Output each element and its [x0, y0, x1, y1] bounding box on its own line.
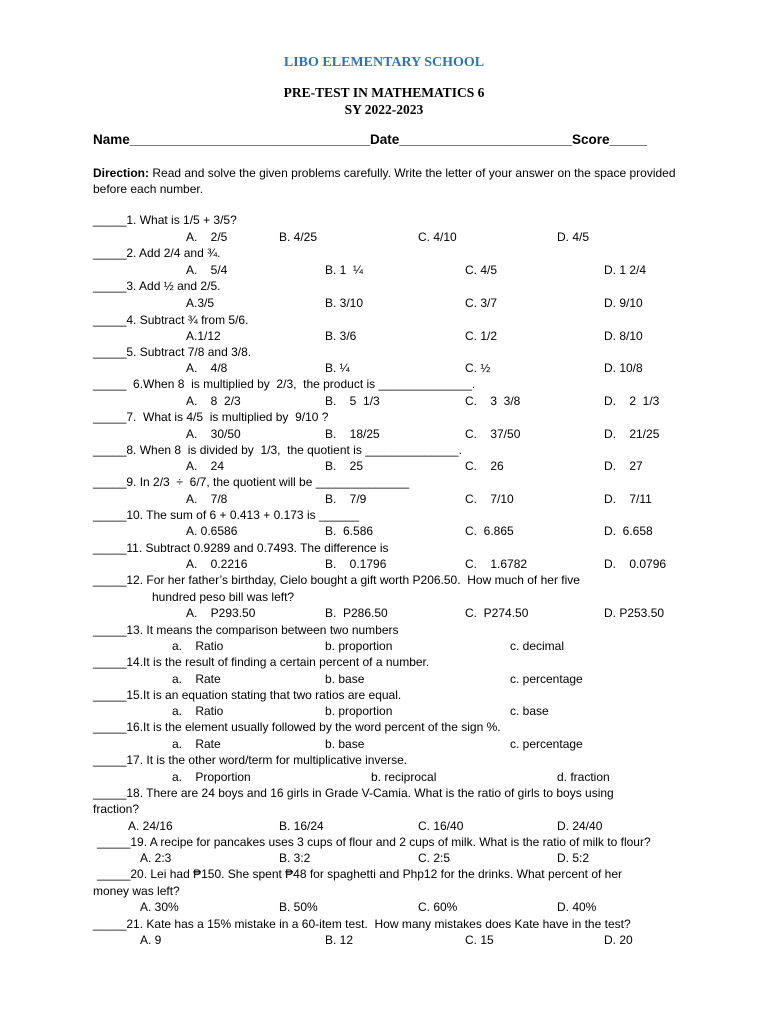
question-9-choice-2: B. 7/9 [325, 492, 367, 506]
question-19: _____19. A recipe for pancakes uses 3 cups of flour and 2 cups of milk. What is the ratio of milk to flour? [97, 835, 651, 849]
question-12-choice-4: D. P253.50 [604, 606, 665, 620]
question-11-choice-2: B. 0.1796 [325, 557, 387, 571]
question-20-choice-3: C. 60% [418, 900, 458, 914]
question-2-choice-1: A. 5/4 [186, 263, 228, 277]
question-9-choice-1: A. 7/8 [186, 492, 228, 506]
question-8-choice-4: D. 27 [604, 459, 643, 473]
question-10-choice-2: B. 6.586 [325, 524, 374, 538]
question-14-choice-3: c. percentage [510, 672, 583, 686]
question-4-choice-1: A.1/12 [186, 329, 221, 343]
question-5-choice-4: D. 10/8 [604, 361, 643, 375]
question-3-choice-1: A.3/5 [186, 296, 215, 310]
question-13-choice-1: a. Ratio [172, 639, 224, 653]
question-6: _____ 6.When 8 is multiplied by 2/3, the product is ______________. [93, 377, 476, 391]
question-1-choice-3: C. 4/10 [418, 230, 457, 244]
question-15-choice-3: c. base [510, 704, 549, 718]
question-11: _____11. Subtract 0.9289 and 0.7493. The difference is [93, 541, 389, 555]
question-7-choice-4: D. 21/25 [604, 427, 660, 441]
question-20-choice-1: A. 30% [140, 900, 179, 914]
question-18-choice-1: A. 24/16 [128, 819, 173, 833]
question-14-choice-1: a. Rate [172, 672, 221, 686]
question-12-choice-3: C. P274.50 [465, 606, 529, 620]
question-1: _____1. What is 1/5 + 3/5? [93, 213, 237, 227]
question-17-choice-3: d. fraction [557, 770, 610, 784]
question-4-choice-3: C. 1/2 [465, 329, 498, 343]
question-21-choice-2: B. 12 [325, 933, 354, 947]
question-1-choice-4: D. 4/5 [557, 230, 590, 244]
school-year: SY 2022-2023 [344, 102, 424, 117]
question-13-choice-3: c. decimal [510, 639, 565, 653]
question-4: _____4. Subtract ¾ from 5/6. [93, 313, 249, 327]
question-11-choice-4: D. 0.0796 [604, 557, 667, 571]
question-16: _____16.It is the element usually followed by the word percent of the sign %. [93, 720, 501, 734]
question-11-choice-1: A. 0.2216 [186, 557, 248, 571]
question-6-choice-2: B. 5 1/3 [325, 394, 380, 408]
question-16-choice-1: a. Rate [172, 737, 221, 751]
question-10-choice-4: D. 6.658 [604, 524, 653, 538]
direction-text: Read and solve the given problems carefully. Write the letter of your answer on the space provided before each number. [93, 166, 676, 196]
question-12-choice-2: B. P286.50 [325, 606, 388, 620]
question-8: _____8. When 8 is divided by 1/3, the quotient is ______________. [93, 443, 462, 457]
question-2: _____2. Add 2/4 and ¾. [93, 246, 221, 260]
question-19-choice-2: B. 3:2 [279, 851, 311, 865]
question-17: _____17. It is the other word/term for multiplicative inverse. [93, 753, 408, 767]
direction-label: Direction: [93, 166, 150, 180]
question-9-choice-4: D. 7/11 [604, 492, 652, 506]
question-18-choice-4: D. 24/40 [557, 819, 603, 833]
question-13-choice-2: b. proportion [325, 639, 393, 653]
question-7-choice-2: B. 18/25 [325, 427, 380, 441]
question-20-choice-2: B. 50% [279, 900, 318, 914]
direction [93, 165, 693, 197]
question-3-choice-3: C. 3/7 [465, 296, 498, 310]
question-21: _____21. Kate has a 15% mistake in a 60-item test. How many mistakes does Kate have in the test? [93, 917, 631, 931]
question-18-continued: fraction? [93, 802, 140, 816]
question-10-choice-3: C. 6.865 [465, 524, 514, 538]
question-2-choice-4: D. 1 2/4 [604, 263, 647, 277]
question-1-choice-1: A. 2/5 [186, 230, 228, 244]
question-12: _____12. For her father’s birthday, Cielo bought a gift worth P206.50. How much of her five [93, 573, 580, 587]
question-14: _____14.It is the result of finding a certain percent of a number. [93, 655, 430, 669]
question-15: _____15.It is an equation stating that two ratios are equal. [93, 688, 402, 702]
question-20-choice-4: D. 40% [557, 900, 597, 914]
question-11-choice-3: C. 1.6782 [465, 557, 528, 571]
question-5-choice-1: A. 4/8 [186, 361, 228, 375]
question-13: _____13. It means the comparison between two numbers [93, 623, 399, 637]
question-6-choice-1: A. 8 2/3 [186, 394, 241, 408]
question-3: _____3. Add ½ and 2/5. [93, 279, 221, 293]
question-19-choice-3: C. 2:5 [418, 851, 451, 865]
question-2-choice-3: C. 4/5 [465, 263, 498, 277]
question-6-choice-4: D. 2 1/3 [604, 394, 660, 408]
question-20-continued: money was left? [93, 884, 180, 898]
question-15-choice-1: a. Ratio [172, 704, 224, 718]
question-18-choice-2: B. 16/24 [279, 819, 324, 833]
question-7: _____7. What is 4/5 is multiplied by 9/10 ? [93, 410, 329, 424]
question-2-choice-2: B. 1 ¼ [325, 263, 364, 277]
question-21-choice-3: C. 15 [465, 933, 494, 947]
question-6-choice-3: C. 3 3/8 [465, 394, 521, 408]
question-4-choice-4: D. 8/10 [604, 329, 643, 343]
question-4-choice-2: B. 3/6 [325, 329, 357, 343]
question-16-choice-2: b. base [325, 737, 365, 751]
question-17-choice-2: b. reciprocal [371, 770, 437, 784]
question-18-choice-3: C. 16/40 [418, 819, 464, 833]
question-5: _____5. Subtract 7/8 and 3/8. [93, 345, 252, 359]
question-1-choice-2: B. 4/25 [279, 230, 318, 244]
question-15-choice-2: b. proportion [325, 704, 393, 718]
test-title: PRE-TEST IN MATHEMATICS 6 [283, 85, 485, 100]
question-18: _____18. There are 24 boys and 16 girls in Grade V-Camia. What is the ratio of girls to boys using [93, 786, 614, 800]
question-8-choice-2: B. 25 [325, 459, 364, 473]
question-5-choice-3: C. ½ [465, 361, 491, 375]
question-10-choice-1: A. 0.6586 [186, 524, 238, 538]
question-16-choice-3: c. percentage [510, 737, 583, 751]
school-name: LIBO ELEMENTARY SCHOOL [283, 55, 485, 70]
question-7-choice-1: A. 30/50 [186, 427, 241, 441]
question-9-choice-3: C. 7/10 [465, 492, 514, 506]
question-19-choice-4: D. 5:2 [557, 851, 590, 865]
question-17-choice-1: a. Proportion [172, 770, 251, 784]
question-8-choice-3: C. 26 [465, 459, 504, 473]
question-3-choice-2: B. 3/10 [325, 296, 364, 310]
question-12-choice-1: A. P293.50 [186, 606, 256, 620]
question-7-choice-3: C. 37/50 [465, 427, 521, 441]
question-5-choice-2: B. ¼ [325, 361, 350, 375]
question-19-choice-1: A. 2:3 [140, 851, 172, 865]
question-10: _____10. The sum of 6 + 0.413 + 0.173 is ______ [93, 508, 359, 522]
question-20: _____20. Lei had ₱150. She spent ₱48 for spaghetti and Php12 for the drinks. What percent of her [97, 867, 623, 881]
name-date-score-line: Name________________________________Date_______________________Score_____ [93, 132, 648, 147]
question-8-choice-1: A. 24 [186, 459, 225, 473]
question-9: _____9. In 2/3 ÷ 6/7, the quotient will be ______________ [93, 475, 410, 489]
question-21-choice-4: D. 20 [604, 933, 633, 947]
question-21-choice-1: A. 9 [140, 933, 162, 947]
question-3-choice-4: D. 9/10 [604, 296, 643, 310]
question-14-choice-2: b. base [325, 672, 365, 686]
question-12-continued: hundred peso bill was left? [152, 590, 295, 604]
